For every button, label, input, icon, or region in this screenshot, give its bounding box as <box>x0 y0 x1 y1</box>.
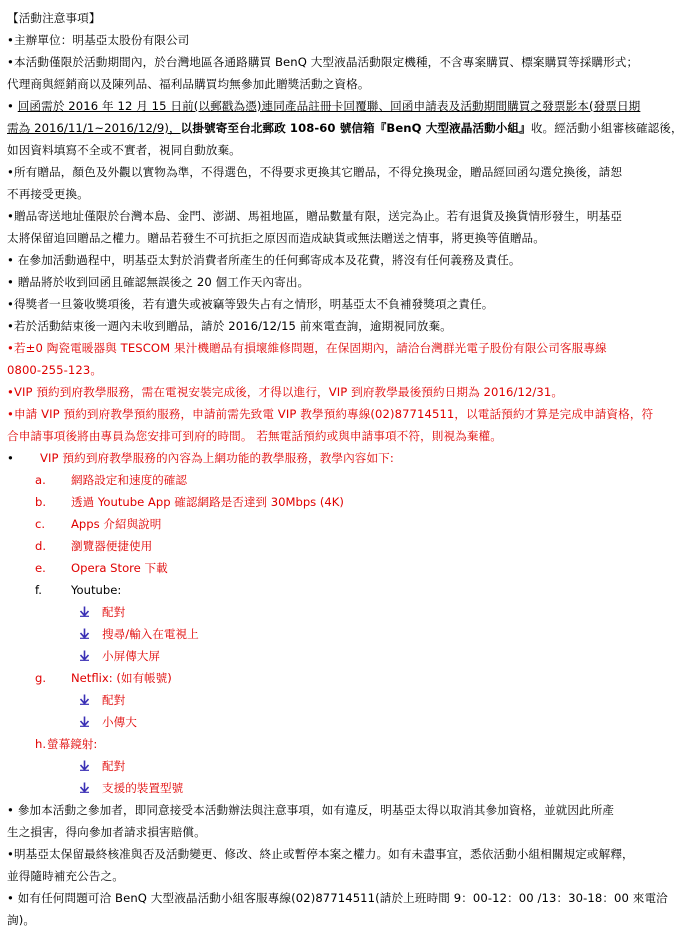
list-item-mirroring: h. 螢幕鏡射: <box>35 737 98 751</box>
bullet: • <box>7 451 14 465</box>
loss-line: •得獎者一旦簽收獎項後，若有遺失或被竊等毀失占有之情形，明基亞太不負補發獎項之責任。 <box>7 297 494 311</box>
arrow-bullet-icon <box>79 760 90 771</box>
list-item: a. 網路設定和速度的確認 <box>35 473 187 487</box>
sub-item: 搜尋/輸入在電視上 <box>7 623 683 645</box>
submission-line-2: 需為 2016/11/1~2016/12/9)，以掛號寄至台北郵政 108-60 號信箱『BenQ 大型液晶活動小組』收。經活動小組審核確認後， <box>7 121 683 135</box>
submission-deadline: 回函需於 2016 年 12 月 15 日前(以郵戳為憑)連同產品註冊卡回覆聯、回函申請表及活動期間購買之發票影本(發票日期 <box>17 99 641 113</box>
sub-item: 配對 <box>7 755 683 777</box>
sub-item: 小傳大 <box>7 711 683 733</box>
sub-item: 支援的裝置型號 <box>7 777 683 799</box>
eligibility-line-2: 代理商與經銷商以及陳列品、福利品購買均無參加此贈獎活動之資格。 <box>7 77 370 91</box>
list-item: b. 透過 Youtube App 確認網路是否達到 30Mbps (4K) <box>35 495 344 509</box>
organizer-line: •主辦單位：明基亞太股份有限公司 <box>7 33 190 47</box>
list-item: e. Opera Store 下載 <box>35 561 168 575</box>
rights-line-2: 並得隨時補充公告之。 <box>7 869 124 883</box>
arrow-bullet-icon <box>79 650 90 661</box>
contact-line-1: • 如有任何問題可洽 BenQ 大型液晶活動小組客服專線(02)87714511(請於上班時間 9：00-12：00 /13：30-18：00 來電洽 <box>7 891 668 905</box>
gift-appearance-line-2: 不再接受更換。 <box>7 187 89 201</box>
mailing-address: 以掛號寄至台北郵政 108-60 號信箱『BenQ 大型液晶活動小組』 <box>180 121 531 135</box>
contact-line-2: 詢)。 <box>7 913 36 927</box>
list-item-netflix: g. Netflix: (如有帳號) <box>35 671 172 685</box>
vip-apply-line-2: 合申請事項後將由專員為您安排可到府的時間。 若無電話預約或與申請事項不符，則視為棄權。 <box>7 429 502 443</box>
list-item: c. Apps 介紹與說明 <box>35 517 162 531</box>
vip-apply-line-1: •申請 VIP 預約到府教學預約服務，申請前需先致電 VIP 教學預約專線(02)87714511，以電話預約才算是完成申請資格，符 <box>7 407 654 421</box>
submission-line-3: 如因資料填寫不全或不實者，視同自動放棄。 <box>7 143 241 157</box>
repair-line-2: 0800-255-123。 <box>7 363 103 377</box>
delivery-line-1: •贈品寄送地址僅限於台灣本島、金門、澎湖、馬祖地區，贈品數量有限，送完為止。若有退貨及換貨情形發生，明基亞 <box>7 209 623 223</box>
notice-title: 【活動注意事項】 <box>7 11 101 25</box>
eligibility-line-1: •本活動僅限於活動期間內，於台灣地區各通路購買 BenQ 大型液晶活動限定機種，不含專案購買、標案購買等採購形式； <box>7 55 639 69</box>
sub-item: 配對 <box>7 601 683 623</box>
repair-line-1: •若±0 陶瓷電暖器與 TESCOM 果汁機贈品有損壞維修問題，在保固期內，請洽台灣群光電子股份有限公司客服專線 <box>7 341 607 355</box>
consent-line-1: • 參加本活動之參加者，即同意接受本活動辦法與注意事項，如有違反，明基亞太得以取消其參加資格，並就因此所產 <box>7 803 615 817</box>
arrow-bullet-icon <box>79 782 90 793</box>
list-item: d. 瀏覽器便捷使用 <box>35 539 153 553</box>
arrow-bullet-icon <box>79 606 90 617</box>
liability-line: • 在參加活動過程中，明基亞太對於消費者所產生的任何郵寄成本及花費，將沒有任何義務及責任。 <box>7 253 521 267</box>
list-item-youtube: f. Youtube: <box>35 583 122 597</box>
arrow-bullet-icon <box>79 716 90 727</box>
consent-line-2: 生之損害，得向參加者請求損害賠償。 <box>7 825 206 839</box>
notice-document <box>7 7 683 931</box>
delivery-line-2: 太將保留追回贈品之權力。贈品若發生不可抗拒之原因而造成缺貨或無法贈送之情事，將更換等值贈品。 <box>7 231 545 245</box>
vip-content-line <box>7 447 683 469</box>
arrow-bullet-icon <box>79 694 90 705</box>
submission-line-1: • 回函需於 2016 年 12 月 15 日前(以郵戳為憑)連同產品註冊卡回覆聯、回函申請表及活動期間購買之發票影本(發票日期 <box>7 99 641 113</box>
vip-content-text: VIP 預約到府教學服務的內容為上網功能的教學服務，教學內容如下: <box>40 451 394 465</box>
arrow-bullet-icon <box>79 628 90 639</box>
inquiry-line: •若於活動結束後一週內未收到贈品，請於 2016/12/15 前來電查詢，逾期視同放棄。 <box>7 319 452 333</box>
rights-line-1: •明基亞太保留最終核准與否及活動變更、修改、終止或暫停本案之權力。如有未盡事宜，悉依活動小組相關規定或解釋， <box>7 847 634 861</box>
sub-item: 配對 <box>7 689 683 711</box>
gift-appearance-line-1: •所有贈品，顏色及外觀以實物為準，不得選色，不得要求更換其它贈品，不得兌換現金，贈品經回函勾選兌換後，請恕 <box>7 165 623 179</box>
shipping-time-line: • 贈品將於收到回函且確認無誤後之 20 個工作天內寄出。 <box>7 275 310 289</box>
vip-line: •VIP 預約到府教學服務，需在電視安裝完成後，才得以進行，VIP 到府教學最後預約日期為 2016/12/31。 <box>7 385 564 399</box>
sub-item: 小屏傳大屏 <box>7 645 683 667</box>
